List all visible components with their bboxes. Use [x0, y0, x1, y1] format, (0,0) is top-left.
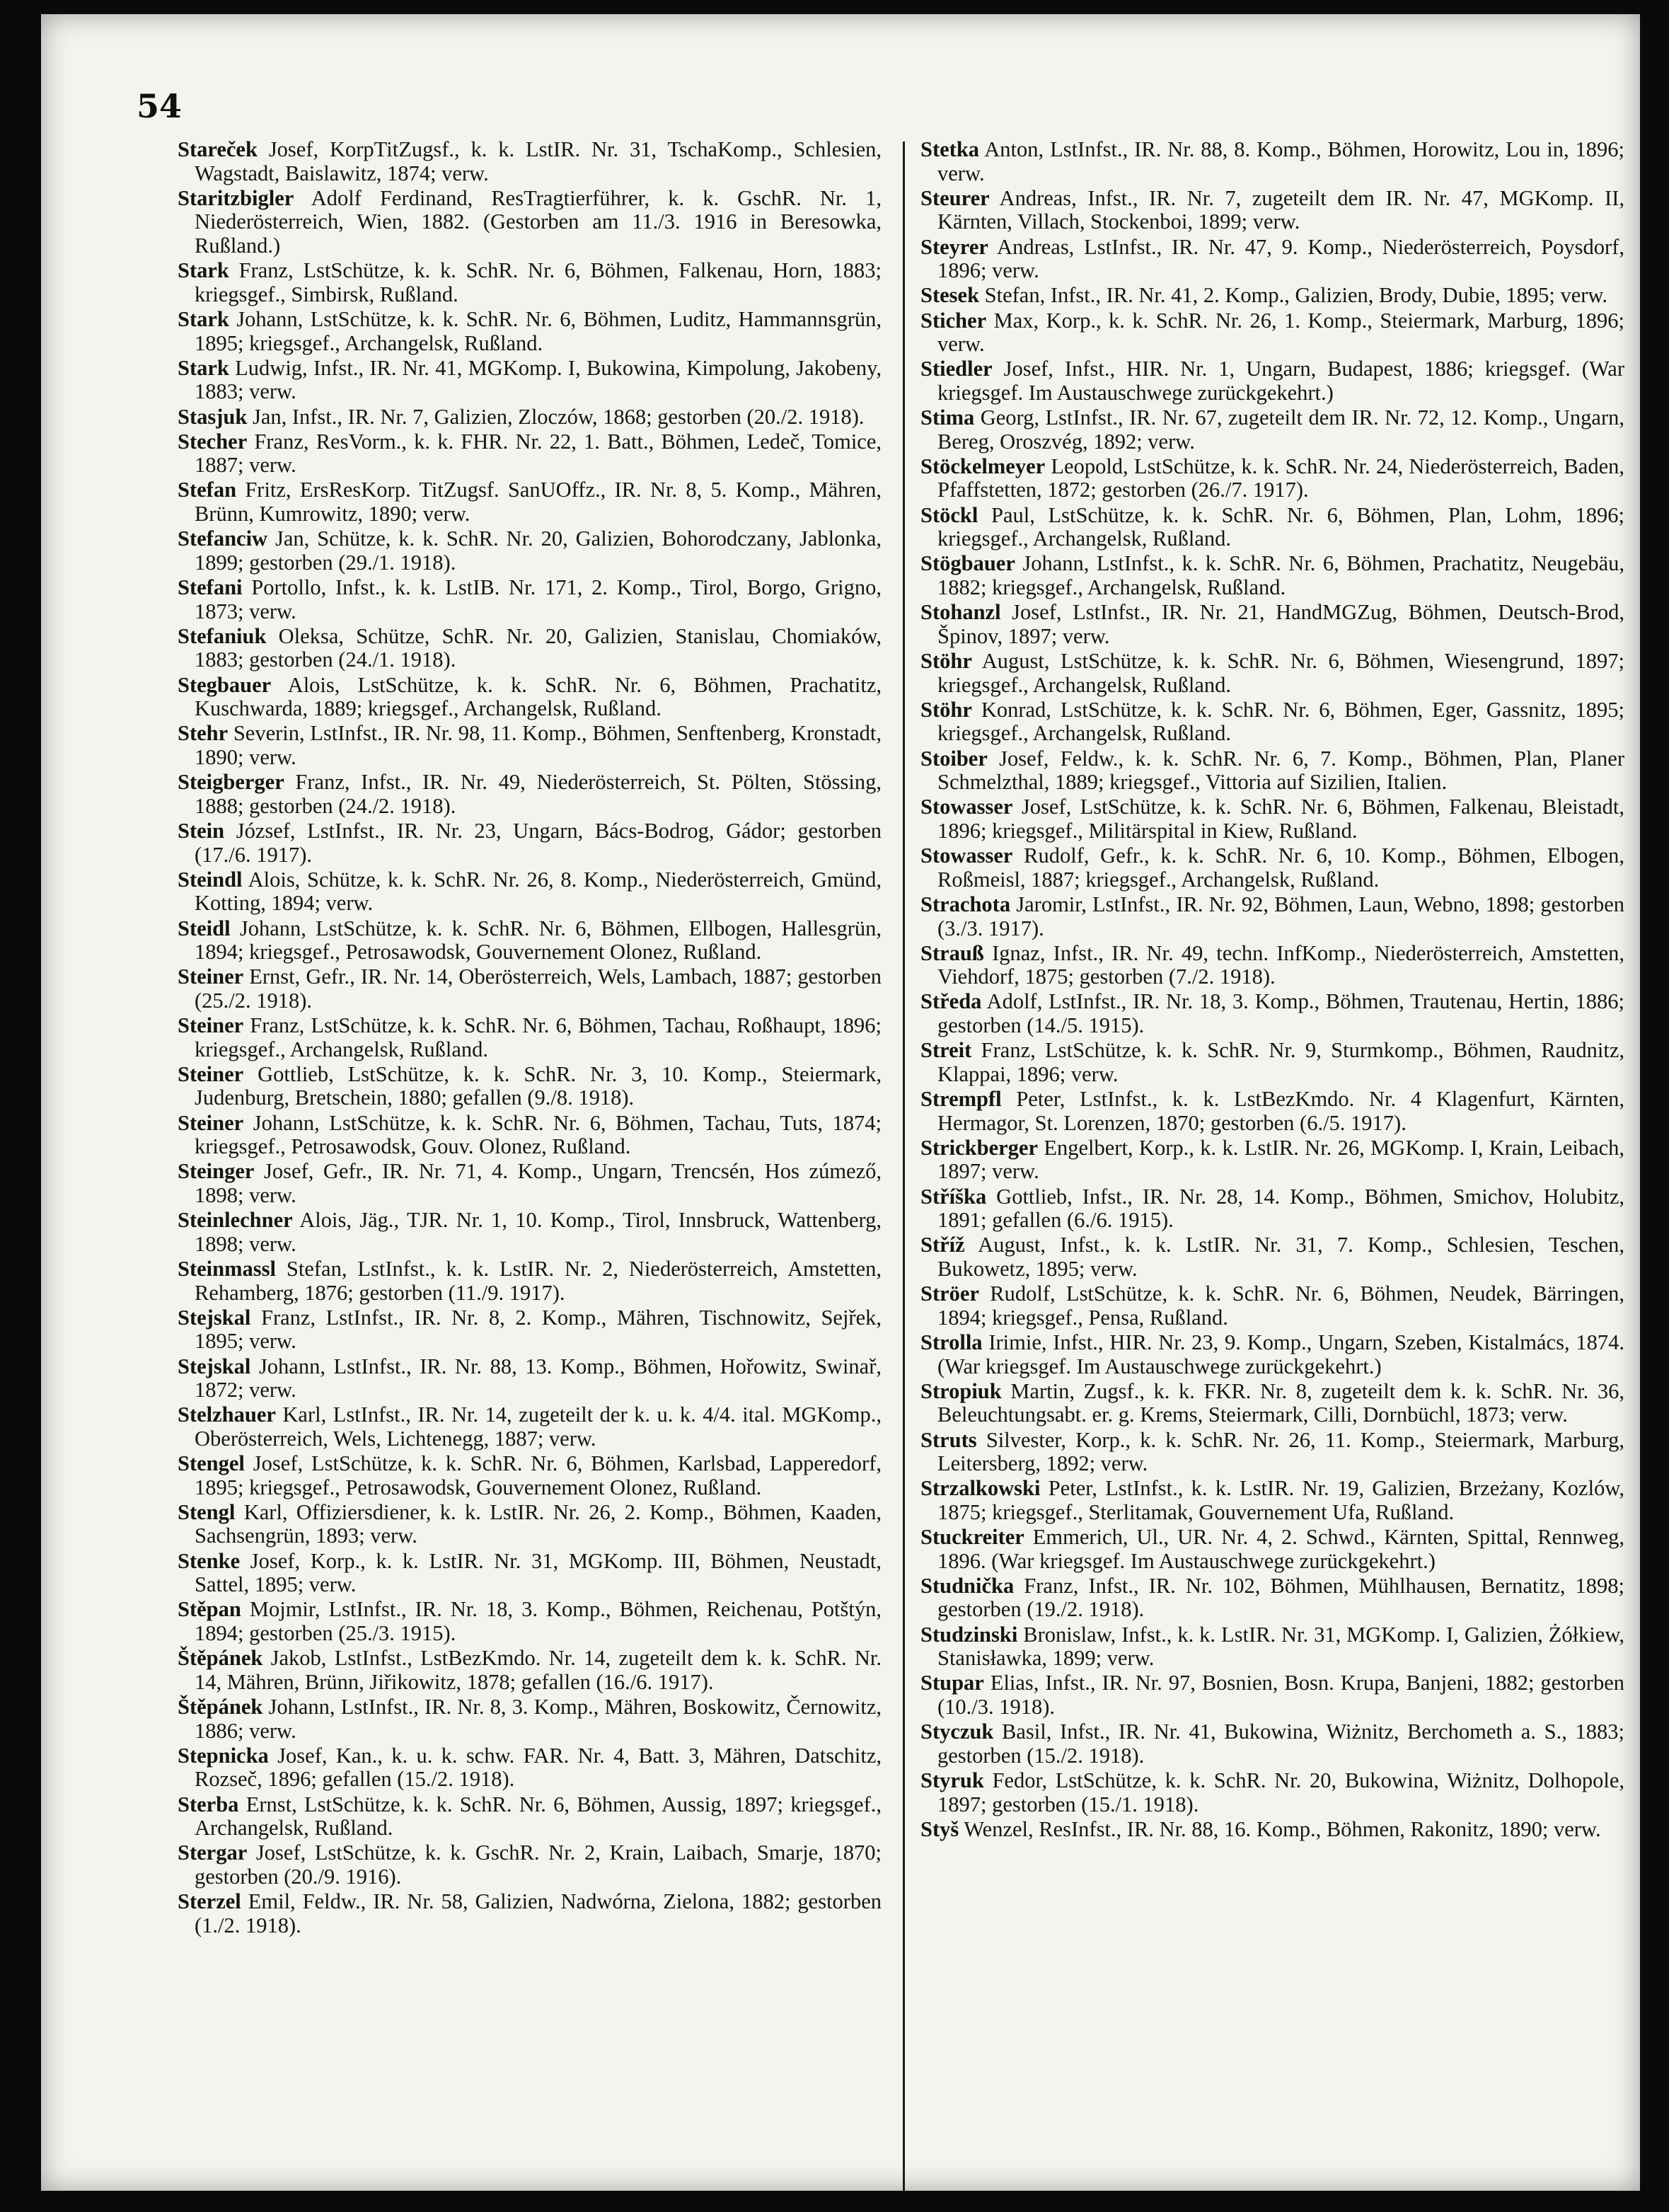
entry-details: Josef, Gefr., IR. Nr. 71, 4. Komp., Ungarn, Trencsén, Hos zúmező, 1898; verw.	[195, 1159, 882, 1207]
entry-surname: Stengel	[178, 1451, 245, 1476]
register-entry	[178, 868, 882, 916]
entry-details: Bronislaw, Infst., k. k. LstIR. Nr. 31, MGKomp. I, Galizien, Żółkiew, Stanisławka, 1899; verw.	[937, 1622, 1624, 1671]
entry-surname: Stříž	[920, 1233, 965, 1257]
register-entry	[920, 747, 1624, 795]
entry-surname: Streit	[920, 1038, 972, 1063]
register-entry	[178, 1452, 882, 1499]
register-entry	[920, 455, 1624, 502]
register-entry	[178, 1501, 882, 1548]
entry-surname: Stark	[178, 258, 229, 283]
register-entry	[920, 650, 1624, 697]
entry-details: Franz, LstSchütze, k. k. SchR. Nr. 6, Böhmen, Falkenau, Horn, 1883; kriegsgef., Simbirsk, Rußland.	[195, 258, 882, 306]
register-entry	[920, 187, 1624, 234]
register-entry	[920, 1477, 1624, 1524]
entry-details: Franz, ResVorm., k. k. FHR. Nr. 22, 1. Batt., Böhmen, Ledeč, Tomice, 1887; verw.	[195, 429, 882, 478]
entry-details: Karl, Offiziersdiener, k. k. LstIR. Nr. 26, 2. Komp., Böhmen, Kaaden, Sachsengrün, 1893; verw.	[195, 1499, 882, 1548]
register-entry	[920, 552, 1624, 599]
entry-details: Mojmir, LstInfst., IR. Nr. 18, 3. Komp., Böhmen, Reichenau, Potštýn, 1894; gestorben (25./3. 1915).	[195, 1597, 882, 1646]
register-entry	[920, 1623, 1624, 1671]
entry-details: Alois, LstSchütze, k. k. SchR. Nr. 6, Böhmen, Prachatitz, Kuschwarda, 1889; kriegsgef., Archangelsk, Rußland.	[195, 672, 882, 721]
entry-details: Alois, Jäg., TJR. Nr. 1, 10. Komp., Tirol, Innsbruck, Wattenberg, 1898; verw.	[195, 1208, 882, 1256]
entry-surname: Stupar	[920, 1671, 984, 1695]
register-entry	[178, 1841, 882, 1889]
entry-surname: Styczuk	[920, 1720, 994, 1744]
entry-details: Gottlieb, LstSchütze, k. k. SchR. Nr. 3, 10. Komp., Steiermark, Judenburg, Bretschein, 1880; gefallen (9./8. 1918).	[195, 1061, 882, 1110]
entry-surname: Styš	[920, 1816, 959, 1841]
page-number: 54	[137, 87, 183, 125]
entry-details: Peter, LstInfst., k. k. LstBezKmdo. Nr. 4 Klagenfurt, Kärnten, Hermagor, St. Lorenzen, 1870; gestorben (6./5. 1917).	[937, 1087, 1624, 1135]
entry-details: Gottlieb, Infst., IR. Nr. 28, 14. Komp., Böhmen, Smichov, Holubitz, 1891; gefallen (6./6. 1915).	[937, 1184, 1624, 1233]
entry-surname: Stöhr	[920, 649, 972, 673]
register-entry	[178, 1598, 882, 1645]
entry-details: Silvester, Korp., k. k. SchR. Nr. 26, 11. Komp., Steiermark, Marburg, Leitersberg, 1892; verw.	[937, 1427, 1624, 1476]
entry-surname: Steurer	[920, 185, 990, 210]
entry-details: Johann, LstInfst., IR. Nr. 88, 13. Komp., Böhmen, Hořowitz, Swinař, 1872; verw.	[195, 1354, 882, 1402]
entry-surname: Stefanciw	[178, 526, 268, 551]
entry-surname: Stuckreiter	[920, 1525, 1024, 1550]
entry-details: Paul, LstSchütze, k. k. SchR. Nr. 6, Böhmen, Plan, Lohm, 1896; kriegsgef., Archangelsk, Rußland.	[937, 502, 1624, 551]
entry-details: Basil, Infst., IR. Nr. 41, Bukowina, Wiżnitz, Berchometh a. S., 1883; gestorben (15./2. 1918).	[937, 1720, 1624, 1768]
entry-details: Jaromir, LstInfst., IR. Nr. 92, Böhmen, Laun, Webno, 1898; gestorben (3./3. 1917).	[937, 892, 1624, 940]
register-entry	[178, 478, 882, 526]
register-entry	[178, 625, 882, 672]
register-entry	[178, 527, 882, 575]
register-entry	[920, 601, 1624, 648]
entry-surname: Sterba	[178, 1792, 239, 1816]
entry-surname: Štěpánek	[178, 1646, 263, 1671]
entry-details: Martin, Zugsf., k. k. FKR. Nr. 8, zugeteilt dem k. k. SchR. Nr. 36, Beleuchtungsabt. er. g. Krems, Steiermark, Cilli, Dornbüchl, 1873; verw.	[937, 1378, 1624, 1427]
entry-details: Josef, Feldw., k. k. SchR. Nr. 6, 7. Komp., Böhmen, Plan, Planer Schmelzthal, 1889; kriegsgef., Vittoria auf Sizilien, Italien.	[937, 746, 1624, 795]
entry-surname: Stesek	[920, 283, 980, 308]
register-entry	[920, 1282, 1624, 1330]
entry-details: Wenzel, ResInfst., IR. Nr. 88, 16. Komp., Böhmen, Rakonitz, 1890; verw.	[959, 1816, 1601, 1841]
register-entry	[920, 1039, 1624, 1086]
register-entry	[178, 1550, 882, 1597]
entry-surname: Stohanzl	[920, 600, 1001, 625]
entry-details: Josef, LstSchütze, k. k. SchR. Nr. 6, Böhmen, Falkenau, Bleistadt, 1896; kriegsgef., Militärspital in Kiew, Rußland.	[937, 795, 1624, 843]
register-entry	[178, 1355, 882, 1402]
entry-details: Andreas, LstInfst., IR. Nr. 47, 9. Komp., Niederösterreich, Poysdorf, 1896; verw.	[937, 234, 1624, 283]
entry-surname: Stöckl	[920, 502, 978, 527]
entry-details: Stefan, LstInfst., k. k. LstIR. Nr. 2, Niederösterreich, Amstetten, Rehamberg, 1876; gestorben (11./9. 1917).	[195, 1256, 882, 1305]
entry-surname: Styruk	[920, 1768, 984, 1792]
entry-surname: Stegbauer	[178, 672, 272, 697]
entry-details: Konrad, LstSchütze, k. k. SchR. Nr. 6, Böhmen, Eger, Gassnitz, 1895; kriegsgef., Archangelsk, Rußland.	[937, 697, 1624, 746]
entry-surname: Stöckelmeyer	[920, 454, 1046, 478]
entry-details: Alois, Schütze, k. k. SchR. Nr. 26, 8. Komp., Niederösterreich, Gmünd, Kotting, 1894; verw.	[195, 867, 882, 916]
entry-surname: Stoiber	[920, 746, 988, 771]
entry-surname: Stejskal	[178, 1354, 251, 1378]
entry-details: Josef, LstInfst., IR. Nr. 21, HandMGZug, Böhmen, Deutsch-Brod, Špinov, 1897; verw.	[937, 600, 1624, 648]
entry-details: Peter, LstInfst., k. k. LstIR. Nr. 19, Galizien, Brzeżany, Kozlów, 1875; kriegsgef., Sterlitamak, Gouvernement Ufa, Rußland.	[937, 1476, 1624, 1524]
entry-surname: Stetka	[920, 137, 980, 161]
entry-surname: Stowasser	[920, 843, 1013, 868]
entry-surname: Strachota	[920, 892, 1011, 916]
entry-details: Emmerich, Ul., UR. Nr. 4, 2. Schwd., Kärnten, Spittal, Rennweg, 1896. (War kriegsgef. Im Austauschwege zurückgekehrt.)	[937, 1525, 1624, 1573]
register-entry	[920, 284, 1624, 308]
register-entry	[920, 1769, 1624, 1816]
entry-surname: Struts	[920, 1427, 977, 1452]
entry-details: Severin, LstInfst., IR. Nr. 98, 11. Komp., Böhmen, Senftenberg, Kronstadt, 1890; verw.	[195, 721, 882, 769]
entry-surname: Stehr	[178, 721, 229, 746]
register-entry	[178, 1744, 882, 1792]
entry-surname: Stengl	[178, 1499, 236, 1524]
entry-details: Engelbert, Korp., k. k. LstIR. Nr. 26, MGKomp. I, Krain, Leibach, 1897; verw.	[937, 1135, 1624, 1184]
register-entry	[178, 576, 882, 623]
entry-details: Emil, Feldw., IR. Nr. 58, Galizien, Nadwórna, Zielona, 1882; gestorben (1./2. 1918).	[195, 1889, 882, 1937]
register-entry	[920, 844, 1624, 892]
entry-details: Johann, LstSchütze, k. k. SchR. Nr. 6, Böhmen, Luditz, Hammannsgrün, 1895; kriegsgef., Archangelsk, Rußland.	[195, 306, 882, 355]
entry-surname: Středa	[920, 989, 982, 1014]
entry-surname: Stark	[178, 355, 229, 380]
entry-details: Jakob, LstInfst., LstBezKmdo. Nr. 14, zugeteilt dem k. k. SchR. Nr. 14, Mähren, Brünn, Jiřikowitz, 1878; gefallen (16./6. 1917).	[195, 1646, 882, 1694]
register-entry	[920, 1429, 1624, 1476]
entry-details: Franz, Infst., IR. Nr. 49, Niederösterreich, St. Pölten, Stössing, 1888; gestorben (24./2. 1918).	[195, 770, 882, 818]
register-entry	[920, 1331, 1624, 1378]
entry-surname: Strickberger	[920, 1135, 1038, 1160]
entry-surname: Steigberger	[178, 770, 284, 795]
entry-surname: Stříška	[920, 1184, 987, 1209]
entry-details: Fritz, ErsResKorp. TitZugsf. SanUOffz., IR. Nr. 8, 5. Komp., Mähren, Brünn, Kumrowitz, 1890; verw.	[195, 478, 882, 526]
register-entry	[178, 819, 882, 867]
register-entry	[920, 1185, 1624, 1233]
entry-surname: Stergar	[178, 1841, 248, 1865]
register-entry	[178, 1063, 882, 1110]
register-entry	[178, 1160, 882, 1207]
register-entry	[178, 259, 882, 306]
entry-surname: Stareček	[178, 137, 258, 161]
entry-surname: Stark	[178, 306, 229, 331]
entry-details: Adolf Ferdinand, ResTragtierführer, k. k. GschR. Nr. 1, Niederösterreich, Wien, 1882. (Gestorben am 11./3. 1916 in Beresowka, Rußland.)	[195, 185, 882, 258]
register-entry	[920, 1526, 1624, 1573]
register-entry	[178, 430, 882, 478]
entry-surname: Strolla	[920, 1330, 983, 1354]
entry-surname: Stejskal	[178, 1305, 251, 1330]
register-entry	[178, 357, 882, 404]
register-entry	[178, 1403, 882, 1451]
entry-surname: Stenke	[178, 1548, 241, 1573]
register-entry	[920, 942, 1624, 989]
entry-details: Franz, Infst., IR. Nr. 102, Böhmen, Mühlhausen, Bernatitz, 1898; gestorben (19./2. 1918).	[937, 1573, 1624, 1622]
register-entry	[178, 771, 882, 818]
entry-details: Ignaz, Infst., IR. Nr. 49, techn. InfKomp., Niederösterreich, Amstetten, Viehdorf, 1875; gestorben (7./2. 1918).	[937, 940, 1624, 989]
entry-surname: Strauß	[920, 940, 984, 965]
register-entry	[178, 674, 882, 721]
entry-surname: Sticher	[920, 308, 987, 333]
register-entry	[178, 917, 882, 964]
register-entry	[178, 1209, 882, 1256]
register-entry	[920, 990, 1624, 1037]
register-entry	[920, 406, 1624, 454]
entry-surname: Stefan	[178, 478, 237, 502]
entry-details: Johann, LstSchütze, k. k. SchR. Nr. 6, Böhmen, Ellbogen, Hallesgrün, 1894; kriegsgef., Petrosawodsk, Gouvernement Olonez, Rußland.	[195, 916, 882, 964]
register-entry	[920, 138, 1624, 185]
right-column	[920, 138, 1624, 1843]
register-entry	[920, 893, 1624, 940]
entry-details: Rudolf, Gefr., k. k. SchR. Nr. 6, 10. Komp., Böhmen, Elbogen, Roßmeisl, 1887; kriegsgef., Archangelsk, Rußland.	[937, 843, 1624, 892]
register-entry	[920, 236, 1624, 283]
entry-details: Josef, Infst., HIR. Nr. 1, Ungarn, Budapest, 1886; kriegsgef. (War kriegsgef. Im Austauschwege zurückgekehrt.)	[937, 357, 1624, 405]
entry-surname: Stefaniuk	[178, 623, 267, 648]
entry-details: József, LstInfst., IR. Nr. 23, Ungarn, Bács-Bodrog, Gádor; gestorben (17./6. 1917).	[195, 818, 882, 867]
entry-surname: Stasjuk	[178, 404, 248, 429]
register-entry	[178, 187, 882, 258]
entry-surname: Stropiuk	[920, 1378, 1002, 1403]
entry-details: Franz, LstInfst., IR. Nr. 8, 2. Komp., Mähren, Tischnowitz, Sejřek, 1895; verw.	[195, 1305, 882, 1354]
entry-surname: Stěpan	[178, 1597, 241, 1622]
register-entry	[920, 1818, 1624, 1842]
register-entry	[920, 357, 1624, 405]
entry-details: Josef, LstSchütze, k. k. GschR. Nr. 2, Krain, Laibach, Smarje, 1870; gestorben (20./9. 1916).	[195, 1841, 882, 1889]
entry-surname: Stima	[920, 405, 975, 430]
entry-details: Adolf, LstInfst., IR. Nr. 18, 3. Komp., Böhmen, Trautenau, Hertin, 1886; gestorben (14./5. 1915).	[937, 989, 1624, 1038]
register-entry	[178, 1306, 882, 1354]
entry-surname: Steiner	[178, 964, 244, 989]
entry-details: Oleksa, Schütze, SchR. Nr. 20, Galizien, Stanislau, Chomiaków, 1883; gestorben (24./1. 1918).	[195, 623, 882, 672]
register-entry	[178, 138, 882, 185]
register-entry	[178, 1014, 882, 1061]
entry-details: Max, Korp., k. k. SchR. Nr. 26, 1. Komp., Steiermark, Marburg, 1896; verw.	[937, 308, 1624, 357]
register-entry	[920, 504, 1624, 551]
entry-details: Ludwig, Infst., IR. Nr. 41, MGKomp. I, Bukowina, Kimpolung, Jakobeny, 1883; verw.	[195, 355, 882, 404]
entry-surname: Stiedler	[920, 357, 993, 381]
entry-details: Georg, LstInfst., IR. Nr. 67, zugeteilt dem IR. Nr. 72, 12. Komp., Ungarn, Bereg, Oroszvég, 1892; verw.	[937, 405, 1624, 454]
entry-details: Stefan, Infst., IR. Nr. 41, 2. Komp., Galizien, Brody, Dubie, 1895; verw.	[979, 283, 1608, 308]
entry-surname: Strzalkowski	[920, 1476, 1041, 1501]
entry-details: Rudolf, LstSchütze, k. k. SchR. Nr. 6, Böhmen, Neudek, Bärringen, 1894; kriegsgef., Pensa, Rußland.	[937, 1281, 1624, 1330]
register-entry	[920, 1136, 1624, 1184]
entry-details: Josef, Kan., k. u. k. schw. FAR. Nr. 4, Batt. 3, Mähren, Datschitz, Rozseč, 1896; gefallen (15./2. 1918).	[195, 1743, 882, 1792]
register-entry	[178, 1647, 882, 1694]
entry-surname: Steiner	[178, 1061, 244, 1086]
entry-details: Anton, LstInfst., IR. Nr. 88, 8. Komp., Böhmen, Horowitz, Lou in, 1896; verw.	[937, 137, 1624, 185]
entry-surname: Štěpánek	[178, 1695, 263, 1719]
register-entry	[920, 1088, 1624, 1135]
entry-surname: Steinlechner	[178, 1208, 293, 1233]
entry-surname: Stowasser	[920, 795, 1013, 819]
register-entry	[920, 1671, 1624, 1719]
entry-surname: Stögbauer	[920, 551, 1015, 576]
entry-surname: Steiner	[178, 1013, 244, 1038]
entry-details: Ernst, LstSchütze, k. k. SchR. Nr. 6, Böhmen, Aussig, 1897; kriegsgef., Archangelsk, Rußland.	[195, 1792, 882, 1841]
entry-surname: Steidl	[178, 916, 231, 940]
entry-surname: Steindl	[178, 867, 243, 892]
entry-details: Josef, Korp., k. k. LstIR. Nr. 31, MGKomp. III, Böhmen, Neustadt, Sattel, 1895; verw.	[195, 1548, 882, 1597]
entry-details: Andreas, Infst., IR. Nr. 7, zugeteilt dem IR. Nr. 47, MGKomp. II, Kärnten, Villach, Stockenboi, 1899; verw.	[937, 185, 1624, 234]
entry-details: August, LstSchütze, k. k. SchR. Nr. 6, Böhmen, Wiesengrund, 1897; kriegsgef., Archangelsk, Rußland.	[937, 649, 1624, 697]
entry-details: Johann, LstInfst., k. k. SchR. Nr. 6, Böhmen, Prachatitz, Neugebäu, 1882; kriegsgef., Archangelsk, Rußland.	[937, 551, 1624, 600]
scanned-page	[41, 14, 1640, 2191]
entry-details: Josef, LstSchütze, k. k. SchR. Nr. 6, Böhmen, Karlsbad, Lapperedorf, 1895; kriegsgef., Petrosawodsk, Gouvernement Olonez, Rußland.	[195, 1451, 882, 1499]
entry-details: Josef, KorpTitZugsf., k. k. LstIR. Nr. 31, TschaKomp., Schlesien, Wagstadt, Baislawitz, 1874; verw.	[195, 137, 882, 185]
register-entry	[920, 795, 1624, 843]
register-entry	[178, 1890, 882, 1937]
entry-surname: Stelzhauer	[178, 1402, 276, 1427]
register-entry	[920, 1574, 1624, 1622]
entry-details: August, Infst., k. k. LstIR. Nr. 31, 7. Komp., Schlesien, Teschen, Bukowetz, 1895; verw.	[937, 1233, 1624, 1281]
entry-details: Portollo, Infst., k. k. LstIB. Nr. 171, 2. Komp., Tirol, Borgo, Grigno, 1873; verw.	[195, 575, 882, 623]
register-entry	[178, 1793, 882, 1841]
entry-details: Ernst, Gefr., IR. Nr. 14, Oberösterreich, Wels, Lambach, 1887; gestorben (25./2. 1918).	[195, 964, 882, 1013]
entry-details: Leopold, LstSchütze, k. k. SchR. Nr. 24, Niederösterreich, Baden, Pfaffstetten, 1872; gestorben (26./7. 1917).	[937, 454, 1624, 502]
entry-surname: Sterzel	[178, 1889, 241, 1914]
entry-details: Irimie, Infst., HIR. Nr. 23, 9. Komp., Ungarn, Szeben, Kistalmács, 1874. (War kriegsgef. Im Austauschwege zurückgekehrt.)	[937, 1330, 1624, 1378]
register-entry	[178, 1695, 882, 1743]
entry-details: Jan, Schütze, k. k. SchR. Nr. 20, Galizien, Bohorodczany, Jablonka, 1899; gestorben (29./1. 1918).	[195, 526, 882, 575]
register-entry	[178, 1257, 882, 1305]
register-entry	[920, 1720, 1624, 1768]
entry-surname: Stöhr	[920, 697, 972, 722]
entry-surname: Strempfl	[920, 1087, 1002, 1112]
register-entry	[920, 1233, 1624, 1281]
left-column	[178, 138, 882, 1939]
entry-surname: Steiner	[178, 1110, 244, 1135]
register-entry	[920, 1380, 1624, 1427]
register-entry	[920, 698, 1624, 746]
entry-surname: Steinger	[178, 1159, 255, 1184]
entry-surname: Stein	[178, 818, 225, 843]
entry-surname: Steinmassl	[178, 1256, 276, 1281]
entry-details: Franz, LstSchütze, k. k. SchR. Nr. 6, Böhmen, Tachau, Roßhaupt, 1896; kriegsgef., Archangelsk, Rußland.	[195, 1013, 882, 1061]
entry-details: Jan, Infst., IR. Nr. 7, Galizien, Zloczów, 1868; gestorben (20./2. 1918).	[247, 404, 865, 429]
register-entry	[178, 308, 882, 355]
register-entry	[178, 722, 882, 769]
entry-details: Johann, LstInfst., IR. Nr. 8, 3. Komp., Mähren, Boskowitz, Černowitz, 1886; verw.	[195, 1695, 882, 1743]
entry-surname: Stepnicka	[178, 1743, 269, 1768]
entry-surname: Studnička	[920, 1573, 1015, 1598]
column-divider	[903, 142, 905, 2191]
register-entry	[178, 405, 882, 430]
entry-details: Johann, LstSchütze, k. k. SchR. Nr. 6, Böhmen, Tachau, Tuts, 1874; kriegsgef., Petrosawodsk, Gouv. Olonez, Rußland.	[195, 1110, 882, 1159]
entry-surname: Ströer	[920, 1281, 979, 1306]
entry-surname: Stecher	[178, 429, 248, 454]
entry-details: Franz, LstSchütze, k. k. SchR. Nr. 9, Sturmkomp., Böhmen, Raudnitz, Klappai, 1896; verw.	[937, 1038, 1624, 1086]
entry-details: Fedor, LstSchütze, k. k. SchR. Nr. 20, Bukowina, Wiżnitz, Dolhopole, 1897; gestorben (15./1. 1918).	[937, 1768, 1624, 1816]
entry-details: Elias, Infst., IR. Nr. 97, Bosnien, Bosn. Krupa, Banjeni, 1882; gestorben (10./3. 1918).	[937, 1671, 1624, 1719]
entry-surname: Steyrer	[920, 234, 988, 259]
register-entry	[178, 1112, 882, 1159]
entry-surname: Studzinski	[920, 1622, 1018, 1647]
entry-details: Karl, LstInfst., IR. Nr. 14, zugeteilt der k. u. k. 4/4. ital. MGKomp., Oberösterreich, Wels, Lichtenegg, 1887; verw.	[195, 1402, 882, 1451]
entry-surname: Staritzbigler	[178, 185, 294, 210]
entry-surname: Stefani	[178, 575, 243, 600]
register-entry	[178, 965, 882, 1013]
register-entry	[920, 309, 1624, 357]
